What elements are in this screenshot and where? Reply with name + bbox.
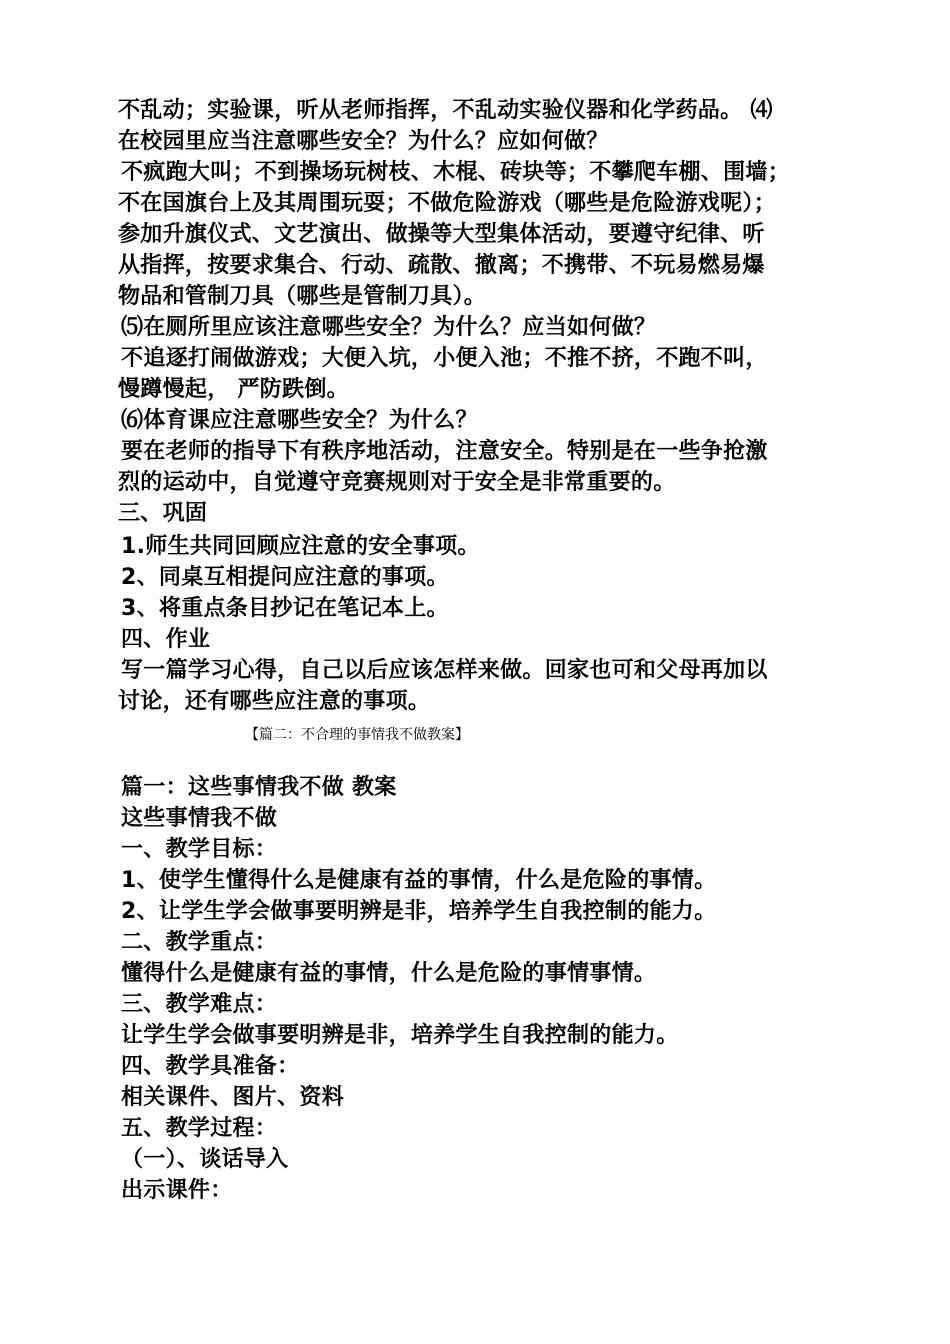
- section-heading: 三、教学难点：: [121, 992, 278, 1017]
- text-line: 在校园里应当注意哪些安全？为什么？应如何做？: [118, 129, 609, 154]
- text-line: 让学生学会做事要明辨是非，培养学生自我控制的能力。: [121, 1023, 679, 1048]
- chapter-caption: 【篇二：不合理的事情我不做教案】: [245, 727, 469, 743]
- list-item: 1、使学生懂得什么是健康有益的事情，什么是危险的事情。: [121, 868, 717, 893]
- text-line: 不追逐打闹做游戏；大便入坑，小便入池；不推不挤，不跑不叫，: [121, 346, 768, 371]
- text-line: 写一篇学习心得，自己以后应该怎样来做。回家也可和父母再加以: [121, 658, 768, 683]
- text-line: 不疯跑大叫；不到操场玩树枝、木棍、砖块等；不攀爬车棚、围墙；: [121, 160, 791, 185]
- text-line: ⑹体育课应注意哪些安全？为什么？: [121, 408, 478, 433]
- text-line: 烈的运动中，自觉遵守竞赛规则对于安全是非常重要的。: [118, 470, 676, 495]
- list-item: 3、将重点条目抄记在笔记本上。: [121, 596, 449, 621]
- list-item: 1.师生共同回顾应注意的安全事项。: [121, 534, 480, 559]
- section-heading: 二、教学重点：: [121, 930, 278, 955]
- text-line: 参加升旗仪式、文艺演出、做操等大型集体活动，要遵守纪律、听: [118, 222, 765, 247]
- section-heading: 四、作业: [121, 627, 211, 652]
- article-title: 篇一：这些事情我不做 教案: [121, 775, 397, 800]
- text-line: 慢蹲慢起， 严防跌倒。: [118, 377, 349, 402]
- text-line: ⑸在厕所里应该注意哪些安全？为什么？应当如何做？: [121, 315, 657, 340]
- text-line: 要在老师的指导下有秩序地活动，注意安全。特别是在一些争抢激: [121, 439, 768, 464]
- list-item: 2、同桌互相提问应注意的事项。: [121, 565, 449, 590]
- text-line: 相关课件、图片、资料: [121, 1085, 345, 1110]
- text-line: 讨论，还有哪些应注意的事项。: [118, 689, 431, 714]
- text-line: 懂得什么是健康有益的事情，什么是危险的事情事情。: [121, 961, 657, 986]
- subsection-heading: （一）、谈话导入: [121, 1147, 289, 1172]
- list-item: 2、让学生学会做事要明辨是非，培养学生自我控制的能力。: [121, 899, 717, 924]
- section-heading: 四、教学具准备：: [121, 1054, 300, 1079]
- text-line: 物品和管制刀具（哪些是管制刀具）。: [118, 284, 487, 309]
- section-heading: 五、教学过程：: [121, 1116, 278, 1141]
- section-heading: 一、教学目标：: [121, 837, 278, 862]
- article-subtitle: 这些事情我不做: [121, 806, 278, 831]
- text-line: 出示课件：: [121, 1178, 233, 1203]
- section-heading: 三、巩固: [118, 501, 208, 526]
- text-line: 不乱动；实验课，听从老师指挥，不乱动实验仪器和化学药品。 ⑷: [118, 98, 773, 123]
- text-line: 从指挥，按要求集合、行动、疏散、撤离；不携带、不玩易燃易爆: [118, 253, 765, 278]
- text-line: 不在国旗台上及其周围玩耍；不做危险游戏（哪些是危险游戏呢）；: [118, 191, 777, 216]
